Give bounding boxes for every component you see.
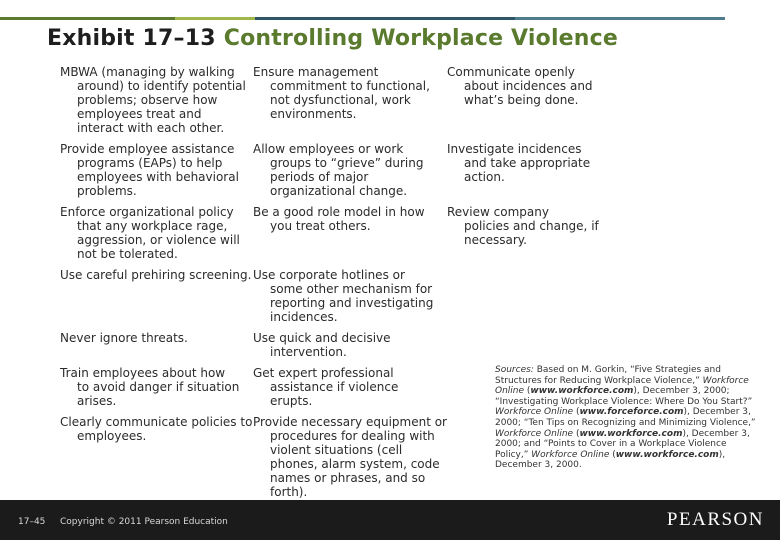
source-publication: Workforce Online xyxy=(495,428,574,439)
item-continuation: about incidences and what’s being done. xyxy=(464,79,593,107)
item-first-line: Clearly communicate policies to xyxy=(60,415,253,429)
item-continuation: to avoid danger if situation arises. xyxy=(77,380,240,408)
footer-bar xyxy=(0,500,780,540)
top-bar-segment-1 xyxy=(0,17,175,20)
item-continuation: assistance if violence erupts. xyxy=(270,380,399,408)
source-text: Based on M. Gorkin, “Five Strategies and Structures for Reducing Workplace Violence,” xyxy=(495,365,721,386)
source-url: www.workforce.com xyxy=(530,386,634,397)
list-item xyxy=(60,331,248,345)
list-item xyxy=(60,366,248,408)
item-first-line: MBWA (managing by walking xyxy=(60,65,235,79)
top-bar-segment-3 xyxy=(255,17,515,20)
item-first-line: Use corporate hotlines or xyxy=(253,268,405,282)
item-continuation: that any workplace rage, aggression, or violence will not be tolerated. xyxy=(77,219,240,261)
item-continuation: policies and change, if necessary. xyxy=(464,219,599,247)
list-item xyxy=(60,65,248,135)
item-first-line: Review company xyxy=(447,205,549,219)
source-text: ), December 3, 2000; “Ten Tips on Recognizing and Minimizing Violence,” xyxy=(495,407,756,428)
item-continuation: intervention. xyxy=(270,345,347,359)
source-url: www.workforce.com xyxy=(579,428,683,439)
item-first-line: Communicate openly xyxy=(447,65,575,79)
item-first-line: Ensure management xyxy=(253,65,379,79)
item-first-line: Allow employees or work xyxy=(253,142,404,156)
source-url: www.forceforce.com xyxy=(579,407,684,418)
list-item xyxy=(60,415,253,443)
item-first-line: Train employees about how xyxy=(60,366,226,380)
item-continuation: and take appropriate action. xyxy=(464,156,591,184)
exhibit-number: Exhibit 17–13 xyxy=(47,26,216,51)
copyright-text: Copyright © 2011 Pearson Education xyxy=(60,517,228,527)
exhibit-heading: Controlling Workplace Violence xyxy=(223,26,619,51)
item-first-line: Provide necessary equipment or xyxy=(253,415,447,429)
item-first-line: Use quick and decisive xyxy=(253,331,391,345)
list-item xyxy=(447,205,607,247)
list-item xyxy=(447,142,607,184)
item-first-line: Get expert professional xyxy=(253,366,394,380)
source-url: www.workforce.com xyxy=(615,449,719,460)
item-continuation: you treat others. xyxy=(270,219,371,233)
item-continuation: commitment to functional, not dysfunctional, work environments. xyxy=(270,79,430,121)
item-first-line: Never ignore threats. xyxy=(60,331,188,345)
item-continuation: programs (EAPs) to help employees with behavioral problems. xyxy=(77,156,239,198)
top-bar-segment-2 xyxy=(175,17,255,20)
list-item xyxy=(253,65,443,121)
item-first-line: Be a good role model in how xyxy=(253,205,425,219)
source-text: ), December 3, 2000; and “Points to Cover in a Workplace Violence Policy,” xyxy=(495,428,750,460)
list-item xyxy=(253,142,443,198)
sources-note: Sources: Based on M. Gorkin, “Five Strategies and Structures for Reducing Workplace Violence,” Workforce Online (www.workforce.com), December 3, 2000; “Investigating Workplace Violence: Where Do You Start?” Workforce Online (www.forceforce.com), December 3, 2000; “Ten Tips on Recognizing and Minimizing Violence,” Workforce Online (www.workforce.com), December 3, 2000; and “Points to Cover in a Workplace Violence Policy,” Workforce Online (www.workforce.com), December 3, 2000. xyxy=(495,365,756,471)
sources-label: Sources: xyxy=(495,365,534,375)
item-continuation: procedures for dealing with violent situations (cell phones, alarm system, code names or phrases, and so forth). xyxy=(270,429,440,499)
item-continuation: some other mechanism for reporting and investigating incidences. xyxy=(270,282,434,324)
exhibit-title xyxy=(47,26,618,51)
list-item xyxy=(253,268,443,324)
source-text: ), December 3, 2000. xyxy=(495,449,726,471)
list-item xyxy=(253,366,443,408)
item-continuation: groups to “grieve” during periods of major organizational change. xyxy=(270,156,424,198)
top-bar-segment-4 xyxy=(515,17,725,20)
item-first-line: Investigate incidences xyxy=(447,142,582,156)
source-publication: Workforce Online xyxy=(495,407,574,418)
source-publication: Workforce Online xyxy=(531,449,610,460)
item-first-line: Enforce organizational policy xyxy=(60,205,234,219)
list-item xyxy=(253,331,443,359)
list-item xyxy=(253,415,447,499)
list-item xyxy=(60,205,248,261)
item-continuation: employees. xyxy=(77,429,147,443)
list-item xyxy=(447,65,607,107)
list-item xyxy=(253,205,443,233)
source-text: ), December 3, 2000; “Investigating Workplace Violence: Where Do You Start?” xyxy=(495,386,753,407)
item-first-line: Use careful prehiring screening. xyxy=(60,268,252,282)
pearson-logo: PEARSON xyxy=(666,509,764,530)
item-first-line: Provide employee assistance xyxy=(60,142,235,156)
top-color-bar xyxy=(0,0,780,24)
list-item xyxy=(60,142,248,198)
source-publication: Workforce Online xyxy=(495,375,749,397)
list-item xyxy=(60,268,252,282)
slide-number: 17–45 xyxy=(18,517,46,527)
item-continuation: around) to identify potential problems; observe how employees treat and interact with each other. xyxy=(77,79,246,135)
